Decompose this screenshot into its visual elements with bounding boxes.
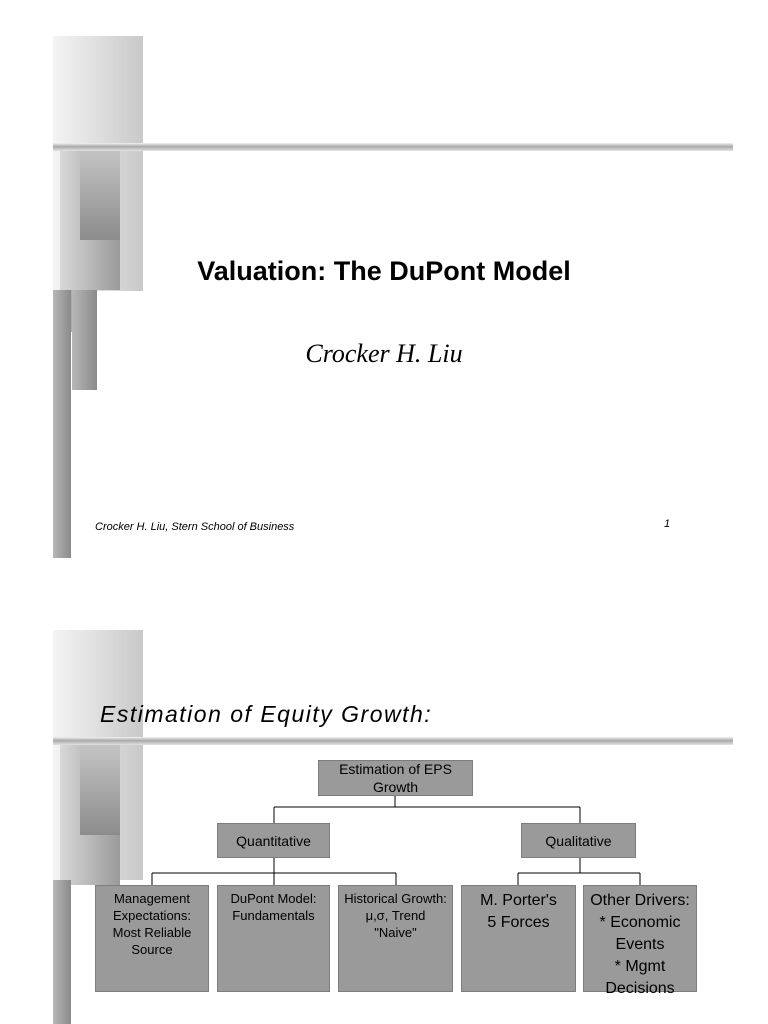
historical-growth-box	[338, 885, 453, 992]
dupont-model-box	[217, 885, 330, 992]
decorative-block	[80, 150, 120, 240]
management-expectations-label: Management Expectations: Most Reliable Source	[112, 891, 192, 957]
slide-title: Valuation: The DuPont Model	[197, 256, 571, 286]
quantitative-label: Quantitative	[236, 832, 311, 849]
decorative-block	[53, 290, 71, 558]
eps-growth-box	[318, 760, 473, 796]
slide-title: Estimation of Equity Growth:	[100, 701, 433, 727]
other-drivers-box	[583, 885, 697, 997]
historical-growth-label: Historical Growth: μ,σ, Trend "Naive"	[344, 891, 447, 940]
other-drivers-label: Other Drivers: * Economic Events * Mgmt Decisions	[590, 892, 690, 997]
horizontal-rule	[53, 143, 733, 151]
management-expectations-box	[95, 885, 209, 992]
qualitative-box	[521, 823, 636, 858]
slide-footer: Crocker H. Liu, Stern School of Business	[95, 521, 295, 533]
author-name: Crocker H. Liu	[305, 339, 463, 368]
slide-2	[0, 590, 768, 1024]
eps-growth-label: Estimation of EPS Growth	[339, 761, 452, 795]
dupont-model-label: DuPont Model: Fundamentals	[230, 891, 317, 923]
page-number: 1	[664, 518, 671, 530]
porter-forces-label: M. Porter's 5 Forces	[480, 892, 557, 931]
porter-forces-box	[461, 885, 576, 992]
quantitative-box	[217, 823, 330, 858]
qualitative-label: Qualitative	[545, 832, 612, 849]
